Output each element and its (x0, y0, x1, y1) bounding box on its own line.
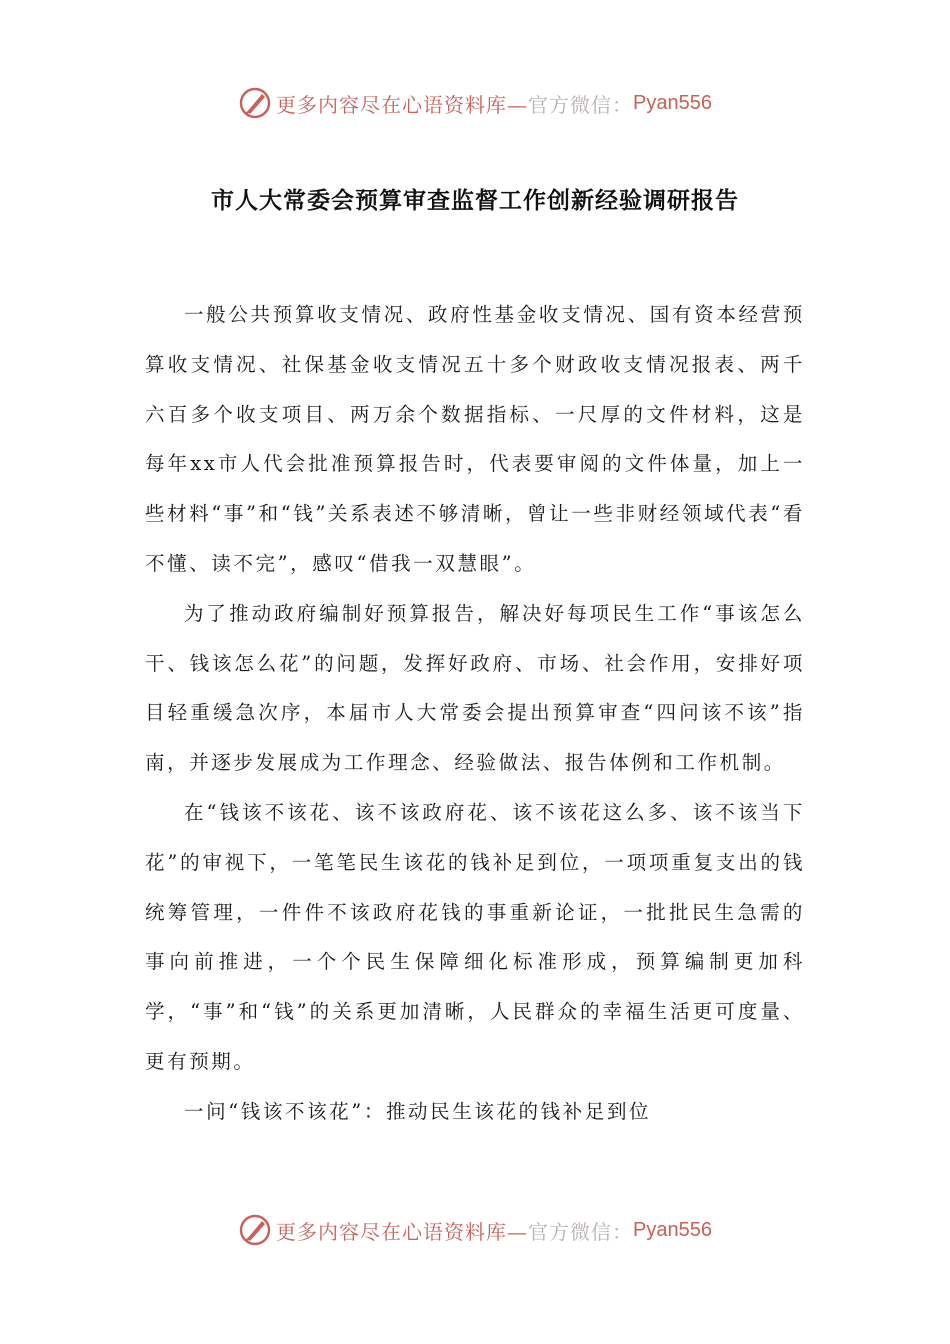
document-title: 市人大常委会预算审查监督工作创新经验调研报告 (211, 187, 739, 214)
footer-banner (0, 1210, 950, 1250)
document-body (145, 290, 805, 1137)
banner-wechat-id: Pyan556 (633, 91, 712, 114)
quill-circle-logo-icon (238, 1213, 272, 1247)
banner-text: 更多内容尽在心语资料库— (276, 92, 529, 117)
banner-text: 更多内容尽在心语资料库— (276, 1219, 529, 1244)
quill-circle-logo-icon (238, 86, 272, 120)
section-heading: 一问“钱该不该花”：推动民生该花的钱补足到位 (184, 1099, 652, 1123)
banner-wechat-id: Pyan556 (633, 1218, 712, 1241)
paragraph: 在“钱该不该花、该不该政府花、该不该花这么多、该不该当下花”的审视下，一笔笔民生该花的钱补足到位，一项项重复支出的钱统筹管理，一件件不该政府花钱的事重新论证，一批批民生急需的事向前推进，一个个民生保障细化标准形成，预算编制更加科学，“事”和“钱”的关系更加清晰，人民群众的幸福生活更可度量、更有预期。 (145, 800, 805, 1073)
banner-wechat-label: 官方微信： (528, 1219, 634, 1244)
paragraph: 一般公共预算收支情况、政府性基金收支情况、国有资本经营预算收支情况、社保基金收支情况五十多个财政收支情况报表、两千六百多个收支项目、两万余个数据指标、一尺厚的文件材料，这是每年xx市人代会批准预算报告时，代表要审阅的文件体量，加上一些材料“事”和“钱”关系表述不够清晰，曾让一些非财经领域代表“看不懂、读不完”，感叹“借我一双慧眼”。 (145, 303, 805, 575)
paragraph: 为了推动政府编制好预算报告，解决好每项民生工作“事该怎么干、钱该怎么花”的问题，发挥好政府、市场、社会作用，安排好项目轻重缓急次序，本届市人大常委会提出预算审查“四问该不该”指南，并逐步发展成为工作理念、经验做法、报告体例和工作机制。 (145, 601, 805, 775)
header-banner (0, 83, 950, 123)
banner-wechat-label: 官方微信： (528, 92, 634, 117)
